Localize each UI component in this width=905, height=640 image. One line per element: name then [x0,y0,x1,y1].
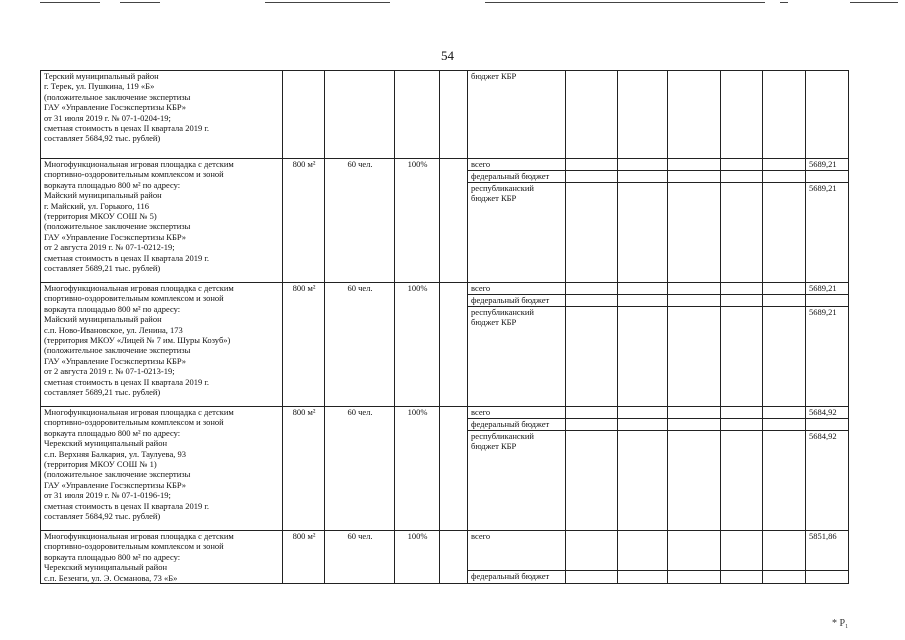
object-readiness: 100% [395,531,440,584]
object-capacity: 800 м² [283,531,325,584]
year-amount-cell [721,307,763,407]
funding-total: 5684,92 [806,431,849,531]
object-capacity: 800 м² [283,407,325,531]
year-amount-cell [721,419,763,431]
year-amount-cell [566,283,618,295]
program-table [40,70,849,584]
year-amount-cell [721,295,763,307]
year-amount-cell [566,183,618,283]
year-amount-cell [668,283,721,295]
year-amount-cell [668,531,721,571]
funding-total: 5689,21 [806,183,849,283]
year-amount-cell [763,419,806,431]
table-row [41,407,849,419]
year-amount-cell [668,71,721,159]
year-amount-cell [618,419,668,431]
year-amount-cell [763,283,806,295]
year-amount-cell [566,295,618,307]
funding-total [806,71,849,159]
year-amount-cell [618,431,668,531]
year-amount-cell [618,183,668,283]
funding-source: всего [468,531,566,571]
year-amount-cell [763,307,806,407]
object-readiness: 100% [395,283,440,407]
top-rule-6 [850,2,898,3]
year-amount-cell [763,531,806,571]
year-amount-cell [721,570,763,583]
object-description: Терский муниципальный район г. Терек, ул. Пушкина, 119 «Б» (положительное заключение экспертизы ГАУ «Управление Госэкспертизы КБР» от 31 июля 2019 г. № 07-1-0204-19; сметная стоимость в ценах II квартала 2019 г. составляет 5684,92 тыс. рублей) [41,71,283,159]
year-amount-cell [668,159,721,171]
funding-source: всего [468,159,566,171]
page-number: 54 [441,48,454,63]
object-visitors: 60 чел. [325,531,395,584]
year-amount-cell [618,407,668,419]
year-amount-cell [721,431,763,531]
year-amount-cell [668,295,721,307]
funding-source: федеральный бюджет [468,419,566,431]
funding-total: 5689,21 [806,159,849,171]
table-row [41,531,849,571]
empty-cell [440,71,468,159]
year-amount-cell [668,171,721,183]
top-rule-1 [40,2,100,3]
year-amount-cell [721,159,763,171]
object-visitors: 60 чел. [325,283,395,407]
year-amount-cell [668,407,721,419]
year-amount-cell [721,531,763,571]
year-amount-cell [566,307,618,407]
empty-cell [440,531,468,584]
year-amount-cell [618,159,668,171]
funding-source: федеральный бюджет [468,295,566,307]
year-amount-cell [763,431,806,531]
year-amount-cell [668,570,721,583]
year-amount-cell [566,531,618,571]
year-amount-cell [721,283,763,295]
year-amount-cell [721,183,763,283]
year-amount-cell [763,71,806,159]
year-amount-cell [618,307,668,407]
table-row [41,159,849,171]
year-amount-cell [721,71,763,159]
object-capacity: 800 м² [283,159,325,283]
object-visitors: 60 чел. [325,407,395,531]
year-amount-cell [668,431,721,531]
year-amount-cell [618,295,668,307]
year-amount-cell [763,407,806,419]
top-rule-4 [485,2,765,3]
object-readiness [395,71,440,159]
year-amount-cell [566,570,618,583]
funding-source: республиканский бюджет КБР [468,431,566,531]
year-amount-cell [763,183,806,283]
object-visitors [325,71,395,159]
year-amount-cell [566,431,618,531]
object-description: Многофункциональная игровая площадка с детским спортивно-оздоровительным комплексом и зоной воркаута площадью 800 м² по адресу: Майский муниципальный район с.п. Ново-Ивановское, ул. Ленина, 173 (территория МКОУ «Лицей № 7 им. Шуры Козуб») (положительное заключение экспертизы ГАУ «Управление Госэкспертизы КБР» от 2 августа 2019 г. № 07-1-0213-19; сметная стоимость в ценах II квартала 2019 г. составляет 5689,21 тыс. рублей) [41,283,283,407]
funding-source: бюджет КБР [468,71,566,159]
top-rule-2 [120,2,160,3]
footer-marks: * Р₁ [832,618,849,629]
year-amount-cell [618,171,668,183]
funding-total: 5689,21 [806,283,849,295]
object-readiness: 100% [395,159,440,283]
year-amount-cell [618,283,668,295]
year-amount-cell [721,407,763,419]
top-rule-5 [780,2,788,3]
year-amount-cell [566,71,618,159]
funding-total: 5689,21 [806,307,849,407]
object-description: Многофункциональная игровая площадка с детским спортивно-оздоровительным комплексом и зоной воркаута площадью 800 м² по адресу: Черекский муниципальный район с.п. Верхняя Балкария, ул. Таулуева, 93 (территория МКОУ СОШ № 1) (положительное заключение экспертизы ГАУ «Управление Госэкспертизы КБР» от 31 июля 2019 г. № 07-1-0196-19; сметная стоимость в ценах II квартала 2019 г. составляет 5684,92 тыс. рублей) [41,407,283,531]
year-amount-cell [721,171,763,183]
funding-source: всего [468,407,566,419]
year-amount-cell [668,183,721,283]
year-amount-cell [618,71,668,159]
funding-total: 5851,86 [806,531,849,571]
table-row [41,283,849,295]
year-amount-cell [566,171,618,183]
funding-total [806,295,849,307]
funding-source: федеральный бюджет [468,570,566,583]
object-visitors: 60 чел. [325,159,395,283]
year-amount-cell [566,159,618,171]
object-capacity: 800 м² [283,283,325,407]
funding-source: всего [468,283,566,295]
table-row [41,71,849,159]
year-amount-cell [668,307,721,407]
funding-total: 5684,92 [806,407,849,419]
year-amount-cell [618,531,668,571]
empty-cell [440,407,468,531]
funding-source: республиканский бюджет КБР [468,183,566,283]
year-amount-cell [566,407,618,419]
object-description: Многофункциональная игровая площадка с детским спортивно-оздоровительным комплексом и зоной воркаута площадью 800 м² по адресу: Майский муниципальный район г. Майский, ул. Горького, 116 (территория МКОУ СОШ № 5) (положительное заключение экспертизы ГАУ «Управление Госэкспертизы КБР» от 2 августа 2019 г. № 07-1-0212-19; сметная стоимость в ценах II квартала 2019 г. составляет 5689,21 тыс. рублей) [41,159,283,283]
funding-total [806,419,849,431]
object-description: Многофункциональная игровая площадка с детским спортивно-оздоровительным комплексом и зоной воркаута площадью 800 м² по адресу: Черекский муниципальный район с.п. Безенги, ул. Э. Османова, 73 «Б» [41,531,283,584]
year-amount-cell [763,295,806,307]
funding-source: федеральный бюджет [468,171,566,183]
funding-source: республиканский бюджет КБР [468,307,566,407]
funding-total [806,171,849,183]
year-amount-cell [668,419,721,431]
year-amount-cell [618,570,668,583]
empty-cell [440,283,468,407]
funding-total [806,570,849,583]
object-readiness: 100% [395,407,440,531]
year-amount-cell [763,570,806,583]
year-amount-cell [566,419,618,431]
year-amount-cell [763,171,806,183]
top-rule-3 [265,2,390,3]
object-capacity [283,71,325,159]
empty-cell [440,159,468,283]
year-amount-cell [763,159,806,171]
